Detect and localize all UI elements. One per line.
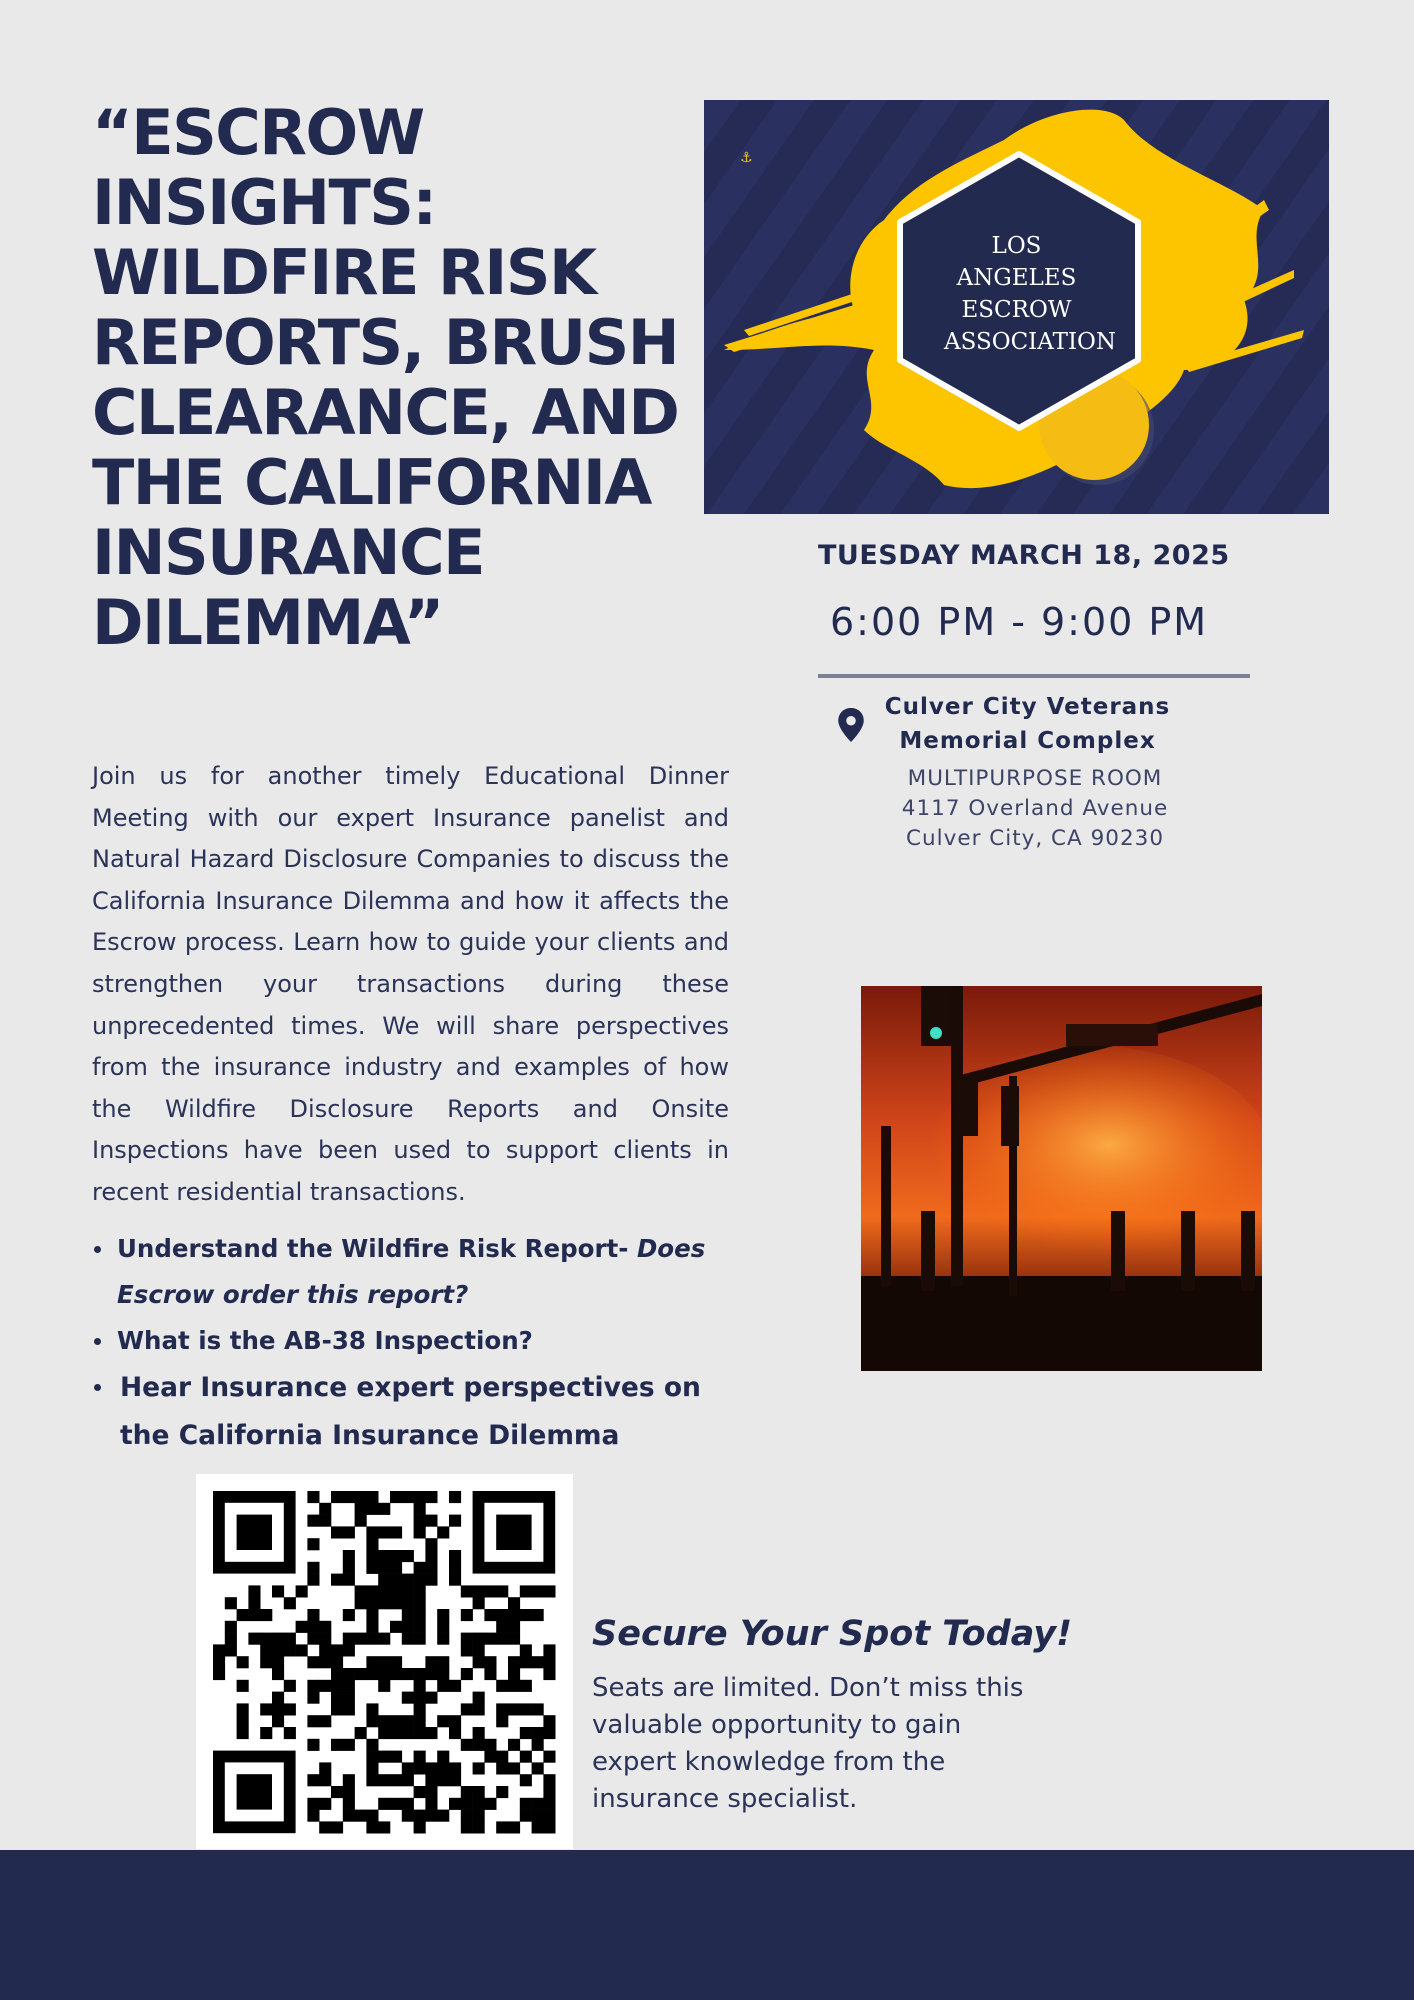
- footer-bar: [0, 1850, 1414, 2000]
- wildfire-photo: [861, 986, 1262, 1371]
- divider: [818, 674, 1250, 678]
- venue-street: 4117 Overland Avenue: [901, 796, 1169, 821]
- venue-city: Culver City, CA 90230: [906, 826, 1164, 851]
- association-logo-banner: [704, 100, 1329, 514]
- event-time: 6:00 PM - 9:00 PM: [830, 600, 1209, 644]
- cta-text: Seats are limited. Don’t miss this valuable opportunity to gain expert knowledge from the insurance specialist.: [592, 1673, 1024, 1814]
- bullet-emphasis: Does Escrow order this report?: [117, 1234, 706, 1309]
- venue-name: [870, 690, 1185, 758]
- small-anchor-icon: ⚓: [740, 150, 753, 166]
- event-date: TUESDAY MARCH 18, 2025: [818, 540, 1230, 571]
- event-title: “ESCROW INSIGHTS: WILDFIRE RISK REPORTS, BRUSH CLEARANCE, AND THE CALIFORNIA INSURANCE DILEMMA”: [92, 96, 679, 659]
- qr-pattern: [196, 1474, 573, 1849]
- bullet-text: Understand the Wildfire Risk Report-: [117, 1234, 637, 1263]
- registration-qr-code[interactable]: [196, 1474, 573, 1849]
- venue-name-line: Memorial Complex: [899, 728, 1156, 754]
- cta-heading: Secure Your Spot Today!: [592, 1614, 1073, 1654]
- list-item: [92, 1318, 742, 1364]
- event-description: Join us for another timely Educational Dinner Meeting with our expert Insurance panelist and Natural Hazard Disclosure Companies to discuss the California Insurance Dilemma and how it affects the Escrow process. Learn how to guide your clients and strengthen your transactions during these unprecedented times. We will share perspectives from the insurance industry and examples of how the Wildfire Disclosure Reports and Onsite Inspections have been used to support clients in recent residential transactions.: [92, 762, 729, 1206]
- list-item: [92, 1364, 742, 1460]
- topics-list: [92, 1226, 742, 1460]
- logo-line: LOS ANGELES: [956, 233, 1077, 291]
- bullet-text: What is the AB-38 Inspection?: [117, 1326, 533, 1355]
- location-pin-icon: [838, 708, 864, 742]
- list-item: [92, 1226, 742, 1318]
- logo-line: ESCROW: [961, 297, 1072, 323]
- bullet-text: Hear Insurance expert perspectives on the California Insurance Dilemma: [120, 1372, 701, 1451]
- venue-room: MULTIPURPOSE ROOM: [907, 766, 1163, 791]
- logo-line: ASSOCIATION: [944, 329, 1117, 355]
- logo-text: [944, 230, 1117, 358]
- venue-name-line: Culver City Veterans: [884, 694, 1171, 720]
- venue-address: [870, 764, 1200, 854]
